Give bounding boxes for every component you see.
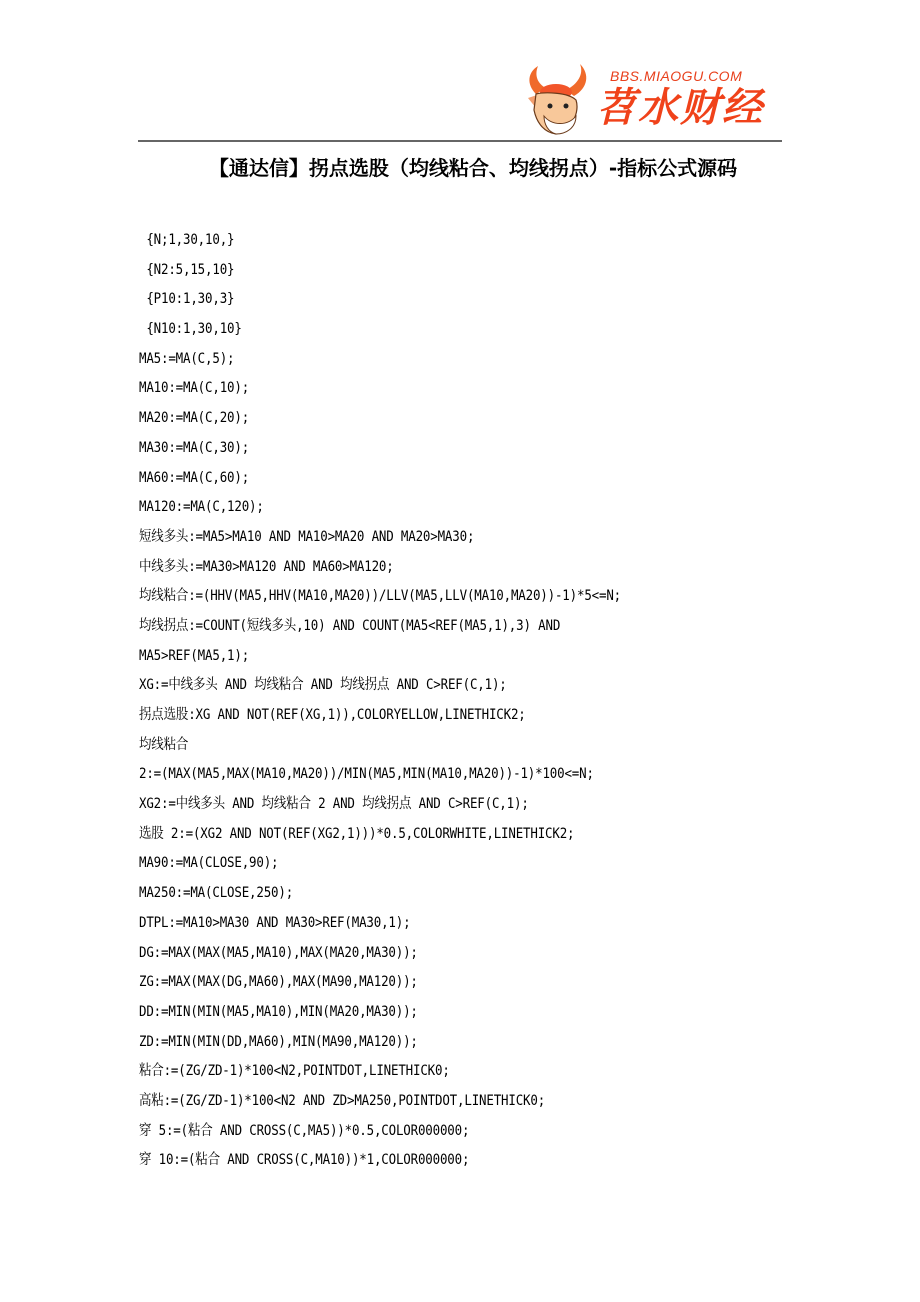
site-logo xyxy=(522,64,772,140)
code-line: 选股 2:=(XG2 AND NOT(REF(XG2,1)))*0.5,COLORWHITE,LINETHICK2; xyxy=(139,825,575,842)
code-line: 均线粘合:=(HHV(MA5,HHV(MA10,MA20))/LLV(MA5,LLV(MA10,MA20))-1)*5<=N; xyxy=(139,588,622,605)
code-line: MA5:=MA(C,5); xyxy=(139,350,235,367)
code-line: ZD:=MIN(MIN(DD,MA60),MIN(MA90,MA120)); xyxy=(139,1033,418,1050)
code-line: MA60:=MA(C,60); xyxy=(139,469,250,486)
code-line: {N10:1,30,10} xyxy=(139,321,242,338)
code-line: 2:=(MAX(MA5,MAX(MA10,MA20))/MIN(MA5,MIN(MA10,MA20))-1)*100<=N; xyxy=(139,766,594,783)
code-line: 均线粘合 xyxy=(139,736,189,753)
code-line: MA250:=MA(CLOSE,250); xyxy=(139,885,294,902)
code-line: ZG:=MAX(MAX(DG,MA60),MAX(MA90,MA120)); xyxy=(139,974,418,991)
code-line: 均线拐点:=COUNT(短线多头,10) AND COUNT(MA5<REF(MA5,1),3) AND xyxy=(139,617,561,634)
code-line: {P10:1,30,3} xyxy=(139,291,235,308)
code-line: MA10:=MA(C,10); xyxy=(139,380,250,397)
code-line: 穿 5:=(粘合 AND CROSS(C,MA5))*0.5,COLOR000000; xyxy=(139,1122,470,1139)
document-title: 【通达信】拐点选股（均线粘合、均线拐点）-指标公式源码 xyxy=(208,156,738,180)
code-line: MA120:=MA(C,120); xyxy=(139,499,264,516)
code-line: DG:=MAX(MAX(MA5,MA10),MAX(MA20,MA30)); xyxy=(139,944,418,961)
code-line: 高粘:=(ZG/ZD-1)*100<N2 AND ZD>MA250,POINTDOT,LINETHICK0; xyxy=(139,1092,546,1109)
code-line: {N2:5,15,10} xyxy=(139,261,235,278)
code-line: XG2:=中线多头 AND 均线粘合 2 AND 均线拐点 AND C>REF(C,1); xyxy=(139,796,529,813)
bull-mascot-icon xyxy=(522,64,592,136)
code-line: MA20:=MA(C,20); xyxy=(139,410,250,427)
logo-url: BBS.MIAOGU.COM xyxy=(610,68,743,84)
code-line: {N;1,30,10,} xyxy=(139,232,235,248)
code-line: 短线多头:=MA5>MA10 AND MA10>MA20 AND MA20>MA30; xyxy=(139,528,475,545)
logo-name: 苕水财经 xyxy=(596,85,764,131)
code-line: DD:=MIN(MIN(MA5,MA10),MIN(MA20,MA30)); xyxy=(139,1003,418,1020)
code-line: 拐点选股:XG AND NOT(REF(XG,1)),COLORYELLOW,LINETHICK2; xyxy=(139,707,526,723)
formula-source-code xyxy=(139,226,699,1176)
code-line: 中线多头:=MA30>MA120 AND MA60>MA120; xyxy=(139,558,394,575)
code-line: XG:=中线多头 AND 均线粘合 AND 均线拐点 AND C>REF(C,1); xyxy=(139,677,507,694)
code-line: 粘合:=(ZG/ZD-1)*100<N2,POINTDOT,LINETHICK0; xyxy=(139,1063,450,1080)
code-line: 穿 10:=(粘合 AND CROSS(C,MA10))*1,COLOR000000; xyxy=(139,1152,470,1169)
code-line: MA90:=MA(CLOSE,90); xyxy=(139,855,279,872)
code-line: MA5>REF(MA5,1); xyxy=(139,647,250,664)
header-divider xyxy=(138,140,782,142)
code-line: DTPL:=MA10>MA30 AND MA30>REF(MA30,1); xyxy=(139,914,411,931)
code-line: MA30:=MA(C,30); xyxy=(139,439,250,456)
